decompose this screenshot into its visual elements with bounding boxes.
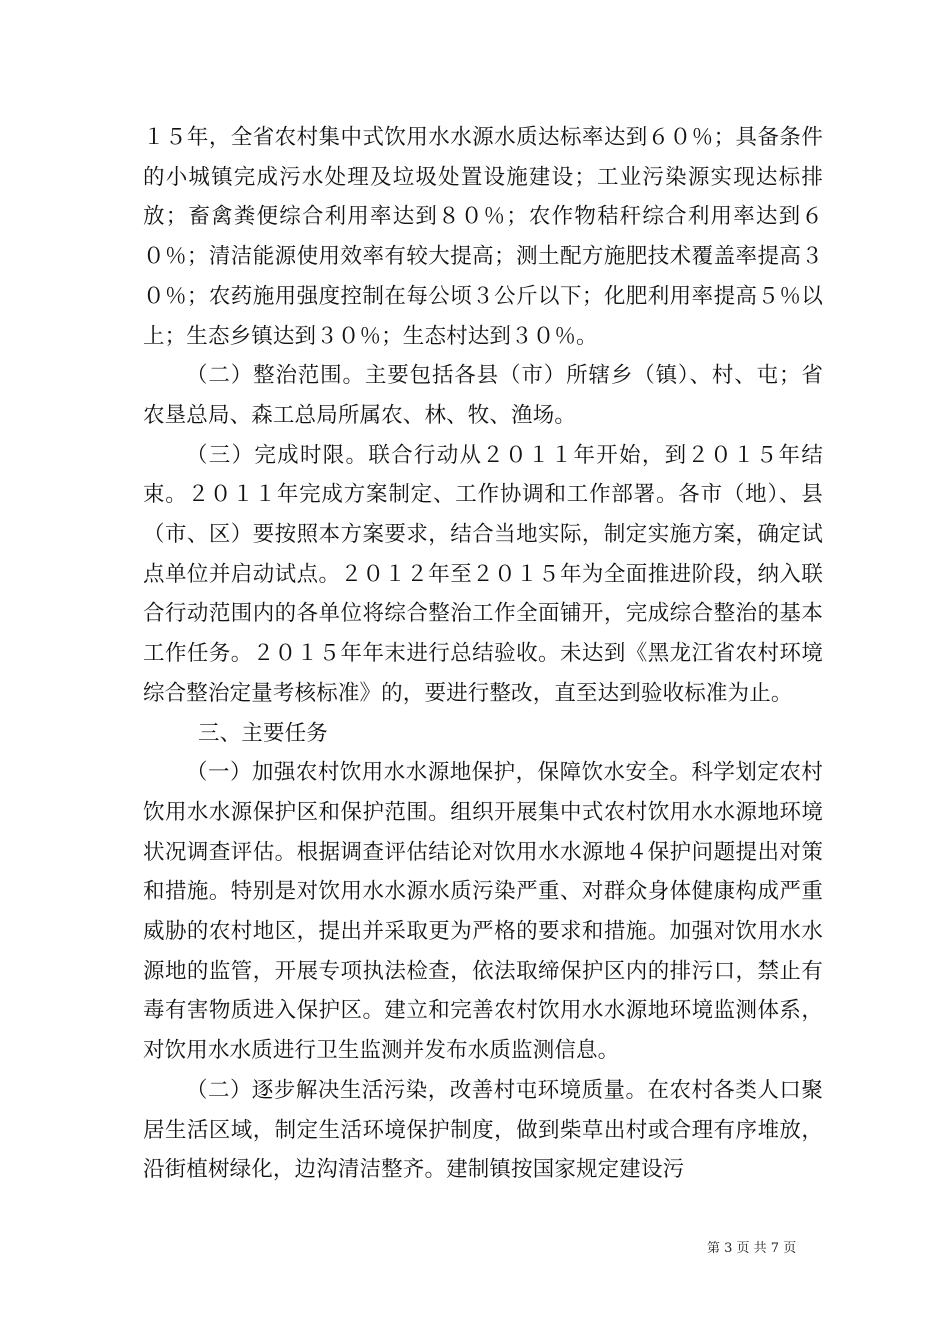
paragraph-domestic-pollution: （二）逐步解决生活污染，改善村屯环境质量。在农村各类人口聚居生活区域，制定生活环境保护制度，做到柴草出村或合理有序堆放，沿街植树绿化，边沟清洁整齐。建制镇按国家规定建设污	[143, 1077, 823, 1183]
section-heading-main-tasks: 三、主要任务	[198, 720, 328, 746]
document-body	[143, 118, 823, 1190]
page-number: 第 3 页 共 7 页	[707, 1241, 797, 1256]
paragraph-timeline: （三）完成时限。联合行动从２０１１年开始，到２０１５年结束。２０１１年完成方案制定、工作协调和工作部署。各市（地）、县（市、区）要按照本方案要求，结合当地实际，制定实施方案，确定试点单位并启动试点。２０１２年至２０１５年为全面推进阶段，纳入联合行动范围内的各单位将综合整治工作全面铺开，完成综合整治的基本工作任务。２０１５年年末进行总结验收。未达到《黑龙江省农村环境综合整治定量考核标准》的，要进行整改，直至达到验收标准为止。	[143, 442, 823, 706]
paragraph-continuation: １５年，全省农村集中式饮用水水源水质达标率达到６０％；具备条件的小城镇完成污水处理及垃圾处置设施建设；工业污染源实现达标排放；畜禽粪便综合利用率达到８０％；农作物秸秆综合利用率达到６０％；清洁能源使用效率有较大提高；测土配方施肥技术覆盖率提高３０％；农药施用强度控制在每公顷３公斤以下；化肥利用率提高５％以上；生态乡镇达到３０％；生态村达到３０％。	[143, 125, 823, 349]
paragraph-water-source-protection: （一）加强农村饮用水水源地保护，保障饮水安全。科学划定农村饮用水水源保护区和保护范围。组织开展集中式农村饮用水水源地环境状况调查评估。根据调查评估结论对饮用水水源地４保护问题提出对策和措施。特别是对饮用水水源水质污染严重、对群众身体健康构成严重威胁的农村地区，提出并采取更为严格的要求和措施。加强对饮用水水源地的监管，开展专项执法检查，依法取缔保护区内的排污口，禁止有毒有害物质进入保护区。建立和完善农村饮用水水源地环境监测体系，对饮用水水质进行卫生监测并发布水质监测信息。	[143, 760, 823, 1064]
paragraph-scope: （二）整治范围。主要包括各县（市）所辖乡（镇）、村、屯；省农垦总局、森工总局所属农、林、牧、渔场。	[143, 363, 823, 428]
